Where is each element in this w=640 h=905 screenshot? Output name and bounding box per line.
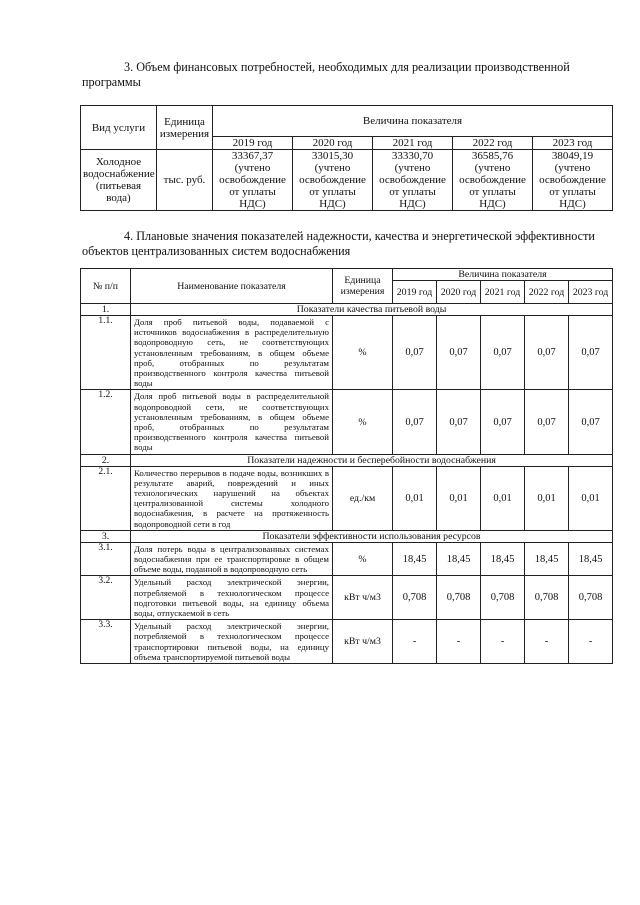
- section-4-heading: 4. Плановые значения показателей надежности, качества и энергетической эффективности объектов централизованных систем водоснабжения: [82, 229, 595, 258]
- value-cell: 18,45: [481, 542, 525, 576]
- row-number: 1.2.: [81, 390, 131, 454]
- value-cell: -: [525, 620, 569, 664]
- service-name: Холодное водоснабжение (питьевая вода): [81, 150, 157, 211]
- value-cell: 18,45: [569, 542, 613, 576]
- year-header: 2019 год: [213, 137, 293, 150]
- col-num-header: № п/п: [81, 269, 131, 304]
- indicator-name: Доля проб питьевой воды, подаваемой с источников водоснабжения в распределительную водопроводную сеть, не соответствующих установленным требованиям, в общем объеме проб, отобранных по результатам производственного контроля качества питьевой воды: [131, 316, 333, 390]
- value-cell: 0,07: [569, 316, 613, 390]
- section-number: 2.: [81, 454, 131, 466]
- note: (учтено освобождение от уплаты НДС): [219, 162, 286, 210]
- table-row: [81, 316, 613, 390]
- table-row: [81, 542, 613, 576]
- value-cell: 0,01: [569, 466, 613, 530]
- value-cell: 18,45: [525, 542, 569, 576]
- value-cell: 0,07: [437, 390, 481, 454]
- value-cell: [533, 150, 613, 211]
- note: (учтено освобождение от уплаты НДС): [379, 162, 446, 210]
- value-cell: [373, 150, 453, 211]
- amount: 33015,30: [311, 150, 354, 162]
- value-cell: [213, 150, 293, 211]
- value-cell: 0,07: [393, 316, 437, 390]
- value-cell: 0,01: [525, 466, 569, 530]
- col-value-header: Величина показателя: [213, 106, 613, 137]
- year-header: 2023 год: [533, 137, 613, 150]
- indicator-name: Удельный расход электрической энергии, потребляемой в технологическом процессе транспортировки питьевой воды, на единицу объема транспортируемой питьевой воды: [131, 620, 333, 664]
- section-title: Показатели надежности и бесперебойности водоснабжения: [131, 454, 613, 466]
- amount: 33330,70: [391, 150, 434, 162]
- row-number: 2.1.: [81, 466, 131, 530]
- value-cell: 0,07: [481, 316, 525, 390]
- unit-cell: %: [333, 390, 393, 454]
- value-cell: 18,45: [393, 542, 437, 576]
- table-row: [81, 620, 613, 664]
- amount: 33367,37: [231, 150, 274, 162]
- amount: 38049,19: [551, 150, 594, 162]
- year-header: 2021 год: [481, 281, 525, 304]
- year-header: 2019 год: [393, 281, 437, 304]
- unit-cell: кВт ч/м3: [333, 576, 393, 620]
- unit-cell: кВт ч/м3: [333, 620, 393, 664]
- value-cell: 0,01: [481, 466, 525, 530]
- value-cell: 0,708: [437, 576, 481, 620]
- row-number: 3.2.: [81, 576, 131, 620]
- value-cell: 18,45: [437, 542, 481, 576]
- year-header: 2021 год: [373, 137, 453, 150]
- value-cell: [293, 150, 373, 211]
- value-cell: 0,07: [481, 390, 525, 454]
- amount: 36585,76: [471, 150, 514, 162]
- note: (учтено освобождение от уплаты НДС): [539, 162, 606, 210]
- indicator-name: Доля потерь воды в централизованных системах водоснабжения при ее транспортировке в общем объеме воды, поданной в водопроводную сеть: [131, 542, 333, 576]
- table-row: [81, 466, 613, 530]
- value-cell: 0,708: [481, 576, 525, 620]
- unit-cell: %: [333, 542, 393, 576]
- value-cell: -: [393, 620, 437, 664]
- col-unit-header: Единица измерения: [157, 106, 213, 150]
- value-cell: 0,07: [393, 390, 437, 454]
- value-cell: 0,07: [569, 390, 613, 454]
- year-header: 2022 год: [525, 281, 569, 304]
- value-cell: 0,708: [393, 576, 437, 620]
- year-header: 2020 год: [293, 137, 373, 150]
- year-header: 2020 год: [437, 281, 481, 304]
- year-header: 2022 год: [453, 137, 533, 150]
- value-cell: 0,708: [569, 576, 613, 620]
- col-name-header: Наименование показателя: [131, 269, 333, 304]
- row-number: 3.3.: [81, 620, 131, 664]
- value-cell: -: [437, 620, 481, 664]
- unit-cell: тыс. руб.: [157, 150, 213, 211]
- table-row: [81, 576, 613, 620]
- table-row: [81, 390, 613, 454]
- value-cell: 0,07: [525, 390, 569, 454]
- note: (учтено освобождение от уплаты НДС): [459, 162, 526, 210]
- note: (учтено освобождение от уплаты НДС): [299, 162, 366, 210]
- unit-cell: ед./км: [333, 466, 393, 530]
- section-title: Показатели эффективности использования ресурсов: [131, 530, 613, 542]
- year-header: 2023 год: [569, 281, 613, 304]
- section-row: [81, 304, 613, 316]
- section-row: [81, 530, 613, 542]
- section-row: [81, 454, 613, 466]
- value-cell: [453, 150, 533, 211]
- unit-cell: %: [333, 316, 393, 390]
- section-title: Показатели качества питьевой воды: [131, 304, 613, 316]
- value-cell: 0,07: [525, 316, 569, 390]
- indicators-table: [80, 268, 613, 664]
- financial-needs-table: [80, 105, 613, 211]
- value-cell: 0,01: [393, 466, 437, 530]
- section-number: 1.: [81, 304, 131, 316]
- row-number: 3.1.: [81, 542, 131, 576]
- indicator-name: Количество перерывов в подаче воды, возникших в результате аварий, повреждений и иных технологических нарушений на объектах централизованной системы холодного водоснабжения, в расчете на протяженность водопроводной сети в год: [131, 466, 333, 530]
- col-unit-header: Единица измерения: [333, 269, 393, 304]
- section-number: 3.: [81, 530, 131, 542]
- indicator-name: Удельный расход электрической энергии, потребляемой в технологическом процессе подготовки питьевой воды, на единицу объема воды, отпускаемой в сеть: [131, 576, 333, 620]
- value-cell: 0,01: [437, 466, 481, 530]
- section-3-heading: 3. Объем финансовых потребностей, необходимых для реализации производственной программы: [82, 60, 570, 89]
- row-number: 1.1.: [81, 316, 131, 390]
- col-service-header: Вид услуги: [81, 106, 157, 150]
- value-cell: -: [569, 620, 613, 664]
- indicator-name: Доля проб питьевой воды в распределительной водопроводной сети, не соответствующих установленным требованиям, в общем объеме проб, отобранных по результатам производственного контроля качества питьевой воды: [131, 390, 333, 454]
- table-row: [81, 150, 613, 211]
- value-cell: 0,07: [437, 316, 481, 390]
- value-cell: 0,708: [525, 576, 569, 620]
- col-value-header: Величина показателя: [393, 269, 613, 281]
- value-cell: -: [481, 620, 525, 664]
